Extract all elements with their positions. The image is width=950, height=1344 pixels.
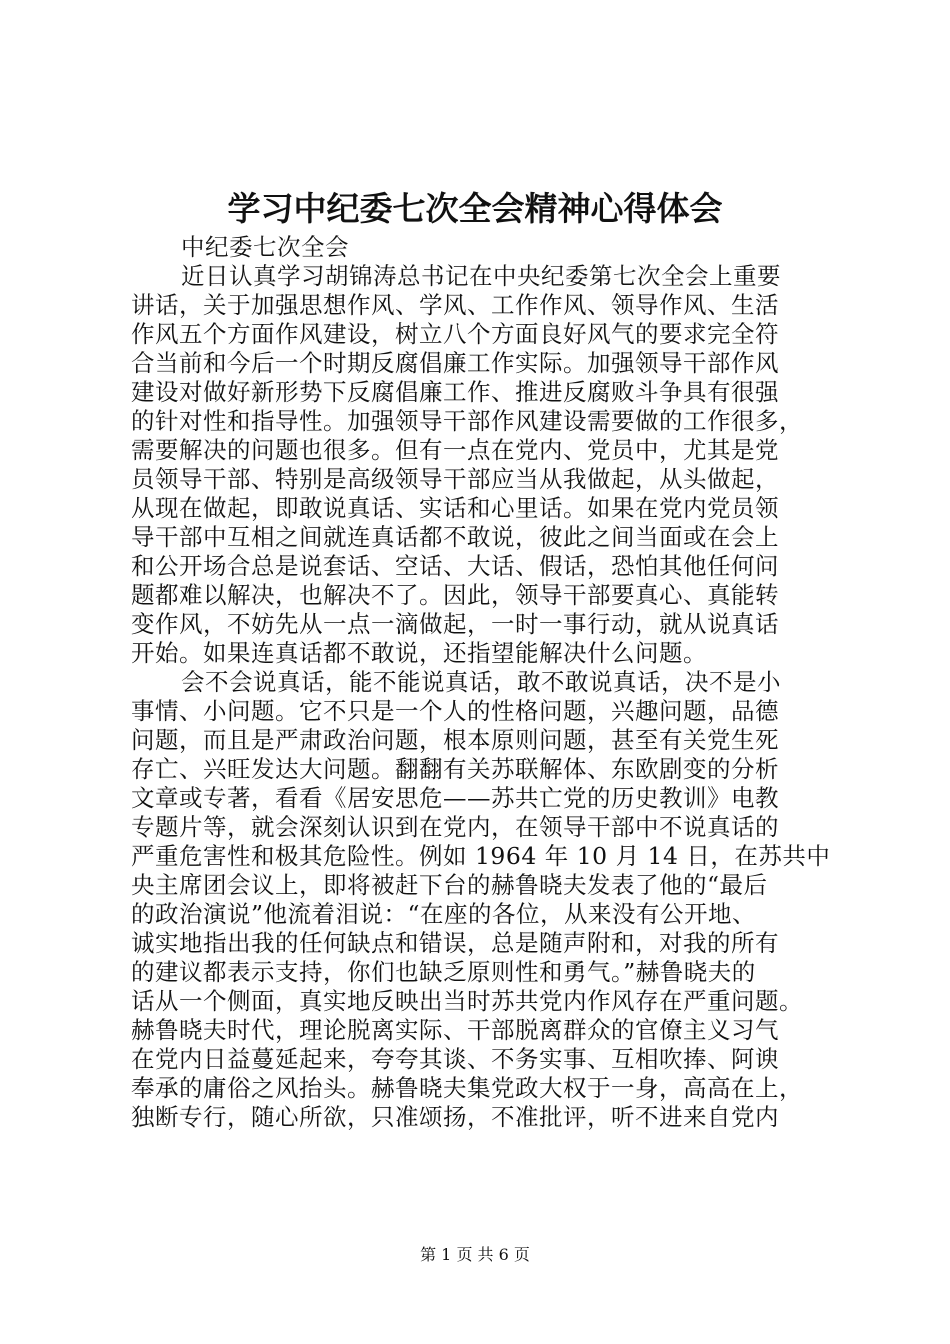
body-line: 事情、小问题。它不只是一个人的性格问题，兴趣问题，品德 xyxy=(131,697,779,725)
body-line: 开始。如果连真话都不敢说，还指望能解决什么问题。 xyxy=(131,639,707,667)
body-line: 中纪委七次全会 xyxy=(181,233,349,261)
body-line: 文章或专著，看看《居安思危——苏共亡党的历史教训》电教 xyxy=(131,784,779,812)
body-line: 独断专行，随心所欲，只准颂扬，不准批评，听不进来自党内 xyxy=(131,1103,779,1131)
body-line: 严重危害性和极其危险性。例如 1964 年 10 月 14 日，在苏共中 xyxy=(131,842,831,870)
body-line: 近日认真学习胡锦涛总书记在中央纪委第七次全会上重要 xyxy=(181,262,781,290)
body-line: 和公开场合总是说套话、空话、大话、假话，恐怕其他任何问 xyxy=(131,552,779,580)
body-line: 会不会说真话，能不能说真话，敢不敢说真话，决不是小 xyxy=(181,668,781,696)
body-line: 话从一个侧面，真实地反映出当时苏共党内作风存在严重问题。 xyxy=(131,987,803,1015)
body-line: 存亡、兴旺发达大问题。翻翻有关苏联解体、东欧剧变的分析 xyxy=(131,755,779,783)
body-line: 员领导干部、特别是高级领导干部应当从我做起，从头做起， xyxy=(131,465,779,493)
body-line: 诚实地指出我的任何缺点和错误，总是随声附和，对我的所有 xyxy=(131,929,779,957)
body-line: 的建议都表示支持，你们也缺乏原则性和勇气。”赫鲁晓夫的 xyxy=(131,958,756,986)
document-body xyxy=(131,233,843,1132)
body-line: 需要解决的问题也很多。但有一点在党内、党员中，尤其是党 xyxy=(131,436,779,464)
body-line: 作风五个方面作风建设，树立八个方面良好风气的要求完全符 xyxy=(131,320,779,348)
body-line: 的针对性和指导性。加强领导干部作风建设需要做的工作很多， xyxy=(131,407,803,435)
page-footer: 第 1 页 共 6 页 xyxy=(420,1245,530,1264)
body-line: 央主席团会议上，即将被赶下台的赫鲁晓夫发表了他的“最后 xyxy=(131,871,768,899)
document-title: 学习中纪委七次全会精神心得体会 xyxy=(227,189,723,228)
body-line: 赫鲁晓夫时代，理论脱离实际、干部脱离群众的官僚主义习气 xyxy=(131,1016,779,1044)
body-line: 在党内日益蔓延起来，夸夸其谈、不务实事、互相吹捧、阿谀 xyxy=(131,1045,779,1073)
body-line: 从现在做起，即敢说真话、实话和心里话。如果在党内党员领 xyxy=(131,494,779,522)
body-line: 题都难以解决，也解决不了。因此，领导干部要真心、真能转 xyxy=(131,581,779,609)
body-line: 导干部中互相之间就连真话都不敢说，彼此之间当面或在会上 xyxy=(131,523,779,551)
body-line: 建设对做好新形势下反腐倡廉工作、推进反腐败斗争具有很强 xyxy=(131,378,779,406)
body-line: 变作风，不妨先从一点一滴做起，一时一事行动，就从说真话 xyxy=(131,610,779,638)
body-line: 奉承的庸俗之风抬头。赫鲁晓夫集党政大权于一身，高高在上， xyxy=(131,1074,803,1102)
body-line: 合当前和今后一个时期反腐倡廉工作实际。加强领导干部作风 xyxy=(131,349,779,377)
body-line: 专题片等，就会深刻认识到在党内，在领导干部中不说真话的 xyxy=(131,813,779,841)
body-line: 讲话，关于加强思想作风、学风、工作作风、领导作风、生活 xyxy=(131,291,779,319)
body-line: 问题，而且是严肃政治问题，根本原则问题，甚至有关党生死 xyxy=(131,726,779,754)
body-line: 的政治演说”他流着泪说：“在座的各位，从来没有公开地、 xyxy=(131,900,757,928)
